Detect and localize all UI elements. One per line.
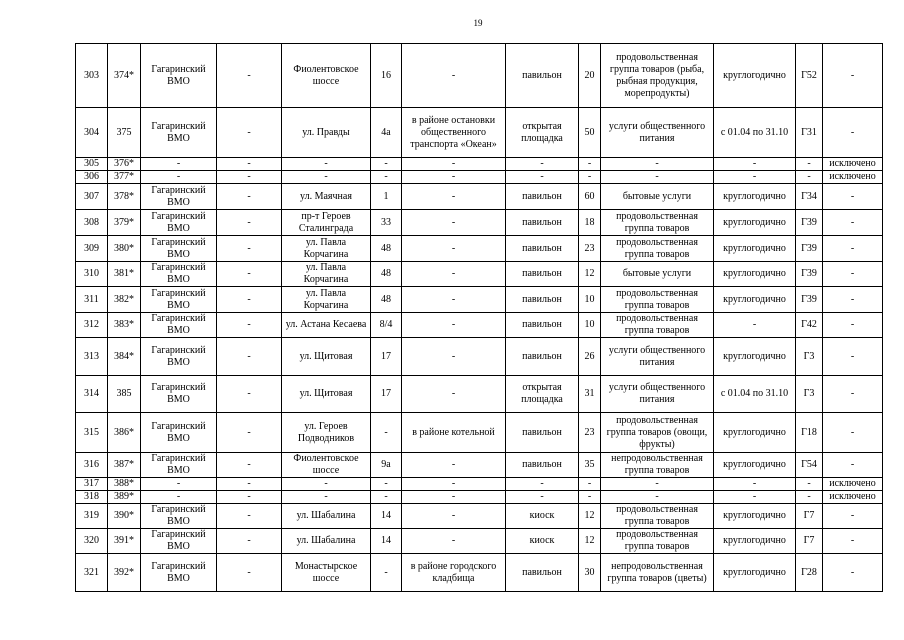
object-type-cell: - [506, 171, 579, 184]
house-number-cell: 8/4 [371, 313, 402, 338]
operating-period-cell: круглогодично [714, 529, 796, 554]
place-number-cell: 385 [108, 376, 141, 413]
area-cell: 30 [579, 554, 601, 592]
object-type-cell: павильон [506, 44, 579, 108]
district-cell: Гагаринский ВМО [141, 210, 217, 236]
table-row [76, 184, 883, 210]
street-cell: ул. Шабалина [282, 529, 371, 554]
row-number-cell: 321 [76, 554, 108, 592]
operating-period-cell: круглогодично [714, 184, 796, 210]
location-note-cell: - [402, 313, 506, 338]
table-row [76, 210, 883, 236]
goods-group-cell: бытовые услуги [601, 184, 714, 210]
locality-cell: - [217, 184, 282, 210]
area-cell: - [579, 478, 601, 491]
district-cell: Гагаринский ВМО [141, 529, 217, 554]
district-cell: Гагаринский ВМО [141, 413, 217, 453]
goods-group-cell: - [601, 491, 714, 504]
street-cell: ул. Героев Подводников [282, 413, 371, 453]
status-cell: - [823, 210, 883, 236]
area-cell: 23 [579, 236, 601, 262]
table-row [76, 453, 883, 478]
place-number-cell: 378* [108, 184, 141, 210]
operating-period-cell: круглогодично [714, 554, 796, 592]
status-cell: - [823, 236, 883, 262]
object-type-cell: павильон [506, 338, 579, 376]
goods-group-cell: продовольственная группа товаров (рыба, рыбная продукция, морепродукты) [601, 44, 714, 108]
operating-period-cell: с 01.04 по 31.10 [714, 108, 796, 158]
object-type-cell: киоск [506, 529, 579, 554]
row-number-cell: 315 [76, 413, 108, 453]
street-cell: ул. Щитовая [282, 376, 371, 413]
table-row [76, 554, 883, 592]
locality-cell: - [217, 376, 282, 413]
locality-cell: - [217, 44, 282, 108]
scheme-code-cell: Г3 [796, 376, 823, 413]
street-cell: ул. Павла Корчагина [282, 262, 371, 287]
operating-period-cell: круглогодично [714, 504, 796, 529]
status-cell: - [823, 529, 883, 554]
status-cell: - [823, 413, 883, 453]
area-cell: - [579, 171, 601, 184]
area-cell: 12 [579, 529, 601, 554]
location-note-cell: - [402, 44, 506, 108]
house-number-cell: - [371, 554, 402, 592]
locality-cell: - [217, 554, 282, 592]
locality-cell: - [217, 210, 282, 236]
location-note-cell: - [402, 478, 506, 491]
status-cell: - [823, 262, 883, 287]
area-cell: - [579, 158, 601, 171]
house-number-cell: 33 [371, 210, 402, 236]
place-number-cell: 382* [108, 287, 141, 313]
object-type-cell: - [506, 491, 579, 504]
scheme-code-cell: - [796, 171, 823, 184]
status-cell: - [823, 108, 883, 158]
locality-cell: - [217, 504, 282, 529]
scheme-code-cell: Г7 [796, 504, 823, 529]
status-cell: - [823, 313, 883, 338]
row-number-cell: 314 [76, 376, 108, 413]
place-number-cell: 381* [108, 262, 141, 287]
goods-group-cell: продовольственная группа товаров (овощи, фрукты) [601, 413, 714, 453]
street-cell: ул. Павла Корчагина [282, 287, 371, 313]
operating-period-cell: - [714, 491, 796, 504]
scheme-code-cell: Г42 [796, 313, 823, 338]
operating-period-cell: круглогодично [714, 338, 796, 376]
place-number-cell: 379* [108, 210, 141, 236]
area-cell: 10 [579, 313, 601, 338]
status-cell: - [823, 44, 883, 108]
object-type-cell: павильон [506, 453, 579, 478]
row-number-cell: 316 [76, 453, 108, 478]
goods-group-cell: продовольственная группа товаров [601, 210, 714, 236]
locality-cell: - [217, 171, 282, 184]
locality-cell: - [217, 453, 282, 478]
row-number-cell: 306 [76, 171, 108, 184]
goods-group-cell: бытовые услуги [601, 262, 714, 287]
area-cell: - [579, 491, 601, 504]
street-cell: ул. Шабалина [282, 504, 371, 529]
place-number-cell: 374* [108, 44, 141, 108]
row-number-cell: 303 [76, 44, 108, 108]
locality-cell: - [217, 262, 282, 287]
location-note-cell: - [402, 376, 506, 413]
street-cell: Фиолентовское шоссе [282, 44, 371, 108]
house-number-cell: 17 [371, 376, 402, 413]
place-number-cell: 377* [108, 171, 141, 184]
table-row [76, 262, 883, 287]
district-cell: Гагаринский ВМО [141, 504, 217, 529]
registry-table [75, 43, 883, 592]
table-row [76, 529, 883, 554]
object-type-cell: павильон [506, 262, 579, 287]
area-cell: 31 [579, 376, 601, 413]
house-number-cell: - [371, 413, 402, 453]
scheme-code-cell: Г7 [796, 529, 823, 554]
locality-cell: - [217, 413, 282, 453]
street-cell: Фиолентовское шоссе [282, 453, 371, 478]
place-number-cell: 389* [108, 491, 141, 504]
scheme-code-cell: - [796, 491, 823, 504]
status-cell: исключено [823, 491, 883, 504]
row-number-cell: 317 [76, 478, 108, 491]
location-note-cell: - [402, 287, 506, 313]
area-cell: 60 [579, 184, 601, 210]
goods-group-cell: продовольственная группа товаров [601, 504, 714, 529]
street-cell: ул. Астана Кесаева [282, 313, 371, 338]
status-cell: исключено [823, 171, 883, 184]
house-number-cell: 14 [371, 529, 402, 554]
table-row [76, 171, 883, 184]
operating-period-cell: круглогодично [714, 44, 796, 108]
row-number-cell: 307 [76, 184, 108, 210]
object-type-cell: - [506, 478, 579, 491]
house-number-cell: 9а [371, 453, 402, 478]
table-row [76, 376, 883, 413]
street-cell: - [282, 171, 371, 184]
operating-period-cell: - [714, 171, 796, 184]
scheme-code-cell: Г39 [796, 262, 823, 287]
locality-cell: - [217, 108, 282, 158]
operating-period-cell: круглогодично [714, 453, 796, 478]
table-row [76, 236, 883, 262]
object-type-cell: павильон [506, 413, 579, 453]
street-cell: - [282, 158, 371, 171]
operating-period-cell: круглогодично [714, 413, 796, 453]
house-number-cell: - [371, 158, 402, 171]
house-number-cell: 16 [371, 44, 402, 108]
house-number-cell: 48 [371, 236, 402, 262]
locality-cell: - [217, 287, 282, 313]
location-note-cell: - [402, 171, 506, 184]
object-type-cell: павильон [506, 554, 579, 592]
table-row [76, 287, 883, 313]
row-number-cell: 320 [76, 529, 108, 554]
location-note-cell: - [402, 158, 506, 171]
row-number-cell: 319 [76, 504, 108, 529]
row-number-cell: 310 [76, 262, 108, 287]
house-number-cell: - [371, 478, 402, 491]
locality-cell: - [217, 491, 282, 504]
object-type-cell: павильон [506, 236, 579, 262]
location-note-cell: - [402, 338, 506, 376]
scheme-code-cell: Г39 [796, 210, 823, 236]
table-row [76, 491, 883, 504]
goods-group-cell: услуги общественного питания [601, 108, 714, 158]
house-number-cell: 4а [371, 108, 402, 158]
place-number-cell: 392* [108, 554, 141, 592]
area-cell: 12 [579, 504, 601, 529]
house-number-cell: - [371, 491, 402, 504]
area-cell: 50 [579, 108, 601, 158]
place-number-cell: 390* [108, 504, 141, 529]
row-number-cell: 312 [76, 313, 108, 338]
operating-period-cell: - [714, 158, 796, 171]
operating-period-cell: круглогодично [714, 287, 796, 313]
goods-group-cell: продовольственная группа товаров [601, 529, 714, 554]
locality-cell: - [217, 313, 282, 338]
place-number-cell: 384* [108, 338, 141, 376]
registry-table-body [76, 44, 883, 592]
district-cell: - [141, 478, 217, 491]
table-row [76, 108, 883, 158]
object-type-cell: открытая площадка [506, 376, 579, 413]
row-number-cell: 313 [76, 338, 108, 376]
goods-group-cell: непродовольственная группа товаров (цветы) [601, 554, 714, 592]
object-type-cell: открытая площадка [506, 108, 579, 158]
scheme-code-cell: Г39 [796, 287, 823, 313]
goods-group-cell: - [601, 171, 714, 184]
district-cell: Гагаринский ВМО [141, 554, 217, 592]
status-cell: - [823, 376, 883, 413]
house-number-cell: - [371, 171, 402, 184]
district-cell: Гагаринский ВМО [141, 453, 217, 478]
row-number-cell: 311 [76, 287, 108, 313]
street-cell: ул. Павла Корчагина [282, 236, 371, 262]
district-cell: Гагаринский ВМО [141, 313, 217, 338]
district-cell: Гагаринский ВМО [141, 287, 217, 313]
status-cell: исключено [823, 478, 883, 491]
locality-cell: - [217, 478, 282, 491]
goods-group-cell: продовольственная группа товаров [601, 313, 714, 338]
locality-cell: - [217, 158, 282, 171]
table-row [76, 158, 883, 171]
location-note-cell: в районе городского кладбища [402, 554, 506, 592]
scheme-code-cell: Г28 [796, 554, 823, 592]
goods-group-cell: продовольственная группа товаров [601, 236, 714, 262]
district-cell: Гагаринский ВМО [141, 44, 217, 108]
operating-period-cell: круглогодично [714, 236, 796, 262]
street-cell: Монастырское шоссе [282, 554, 371, 592]
page-number: 19 [473, 18, 483, 28]
table-row [76, 504, 883, 529]
district-cell: Гагаринский ВМО [141, 338, 217, 376]
goods-group-cell: - [601, 478, 714, 491]
status-cell: - [823, 453, 883, 478]
scheme-code-cell: Г34 [796, 184, 823, 210]
street-cell: ул. Маячная [282, 184, 371, 210]
table-row [76, 338, 883, 376]
status-cell: - [823, 184, 883, 210]
object-type-cell: - [506, 158, 579, 171]
scheme-code-cell: Г52 [796, 44, 823, 108]
table-row [76, 44, 883, 108]
location-note-cell: - [402, 236, 506, 262]
district-cell: Гагаринский ВМО [141, 262, 217, 287]
object-type-cell: павильон [506, 287, 579, 313]
row-number-cell: 309 [76, 236, 108, 262]
scheme-code-cell: - [796, 158, 823, 171]
district-cell: - [141, 158, 217, 171]
place-number-cell: 387* [108, 453, 141, 478]
street-cell: пр-т Героев Сталинграда [282, 210, 371, 236]
place-number-cell: 380* [108, 236, 141, 262]
goods-group-cell: - [601, 158, 714, 171]
location-note-cell: - [402, 504, 506, 529]
location-note-cell: - [402, 491, 506, 504]
street-cell: - [282, 478, 371, 491]
scheme-code-cell: Г39 [796, 236, 823, 262]
house-number-cell: 17 [371, 338, 402, 376]
table-row [76, 413, 883, 453]
place-number-cell: 375 [108, 108, 141, 158]
goods-group-cell: непродовольственная группа товаров [601, 453, 714, 478]
status-cell: - [823, 554, 883, 592]
location-note-cell: в районе остановки общественного транспорта «Океан» [402, 108, 506, 158]
district-cell: Гагаринский ВМО [141, 236, 217, 262]
district-cell: Гагаринский ВМО [141, 108, 217, 158]
operating-period-cell: круглогодично [714, 210, 796, 236]
location-note-cell: - [402, 262, 506, 287]
street-cell: - [282, 491, 371, 504]
operating-period-cell: - [714, 478, 796, 491]
goods-group-cell: услуги общественного питания [601, 338, 714, 376]
place-number-cell: 376* [108, 158, 141, 171]
area-cell: 35 [579, 453, 601, 478]
house-number-cell: 48 [371, 262, 402, 287]
object-type-cell: павильон [506, 210, 579, 236]
scheme-code-cell: Г3 [796, 338, 823, 376]
scheme-code-cell: - [796, 478, 823, 491]
district-cell: Гагаринский ВМО [141, 376, 217, 413]
location-note-cell: - [402, 529, 506, 554]
place-number-cell: 383* [108, 313, 141, 338]
district-cell: Гагаринский ВМО [141, 184, 217, 210]
area-cell: 12 [579, 262, 601, 287]
scheme-code-cell: Г54 [796, 453, 823, 478]
location-note-cell: - [402, 210, 506, 236]
row-number-cell: 304 [76, 108, 108, 158]
object-type-cell: павильон [506, 313, 579, 338]
goods-group-cell: услуги общественного питания [601, 376, 714, 413]
row-number-cell: 318 [76, 491, 108, 504]
status-cell: исключено [823, 158, 883, 171]
location-note-cell: - [402, 453, 506, 478]
area-cell: 10 [579, 287, 601, 313]
scheme-code-cell: Г18 [796, 413, 823, 453]
status-cell: - [823, 504, 883, 529]
status-cell: - [823, 338, 883, 376]
street-cell: ул. Щитовая [282, 338, 371, 376]
row-number-cell: 305 [76, 158, 108, 171]
house-number-cell: 48 [371, 287, 402, 313]
locality-cell: - [217, 236, 282, 262]
table-row [76, 478, 883, 491]
row-number-cell: 308 [76, 210, 108, 236]
object-type-cell: киоск [506, 504, 579, 529]
house-number-cell: 14 [371, 504, 402, 529]
location-note-cell: - [402, 184, 506, 210]
locality-cell: - [217, 338, 282, 376]
area-cell: 26 [579, 338, 601, 376]
place-number-cell: 388* [108, 478, 141, 491]
area-cell: 20 [579, 44, 601, 108]
street-cell: ул. Правды [282, 108, 371, 158]
table-row [76, 313, 883, 338]
district-cell: - [141, 491, 217, 504]
object-type-cell: павильон [506, 184, 579, 210]
location-note-cell: в районе котельной [402, 413, 506, 453]
locality-cell: - [217, 529, 282, 554]
status-cell: - [823, 287, 883, 313]
district-cell: - [141, 171, 217, 184]
operating-period-cell: круглогодично [714, 262, 796, 287]
house-number-cell: 1 [371, 184, 402, 210]
operating-period-cell: - [714, 313, 796, 338]
area-cell: 18 [579, 210, 601, 236]
scheme-code-cell: Г31 [796, 108, 823, 158]
place-number-cell: 391* [108, 529, 141, 554]
operating-period-cell: с 01.04 по 31.10 [714, 376, 796, 413]
place-number-cell: 386* [108, 413, 141, 453]
goods-group-cell: продовольственная группа товаров [601, 287, 714, 313]
area-cell: 23 [579, 413, 601, 453]
